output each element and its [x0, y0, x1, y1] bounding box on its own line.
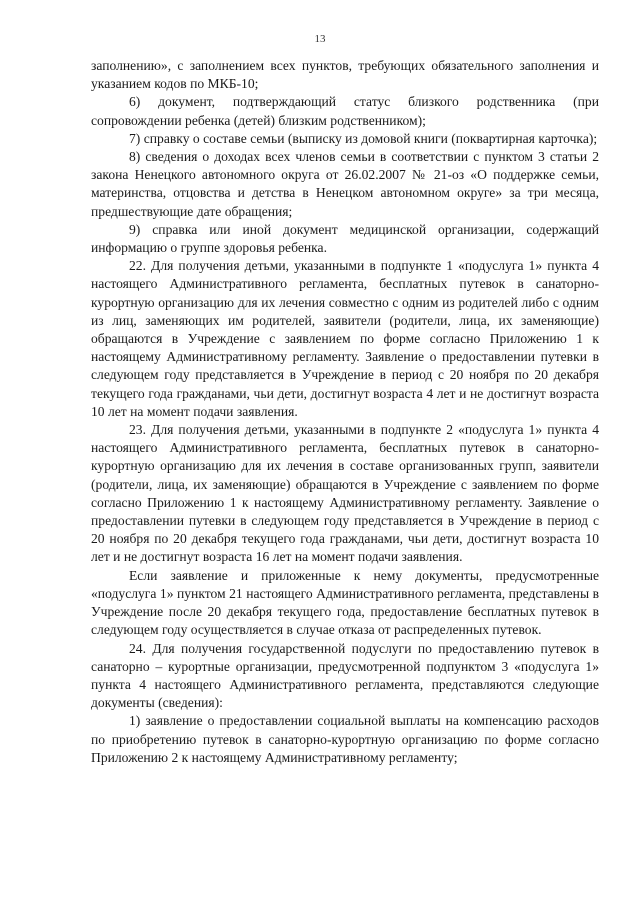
paragraph-item-9: 9) справка или иной документ медицинской организации, содержащий информацию о группе здоровья ребенка.	[91, 221, 599, 256]
paragraph-item-1: 1) заявление о предоставлении социальной выплаты на компенсацию расходов по приобретению путевок в санаторно-курортную организацию по форме согласно Приложению 2 к настоящему Административному регламенту;	[91, 713, 599, 765]
paragraph-clause-22: 22. Для получения детьми, указанными в подпункте 1 «подуслуга 1» пункта 4 настоящего Административного регламента, бесплатных путевок в санаторно-курортную организацию для их лечения совместно с одним из родителей либо с одним из лиц, заменяющих им родителей, заявители (родители, лица, их заменяющие) обращаются в Учреждение с заявлением по форме согласно Приложению 1 к настоящему Административному регламенту. Заявление о предоставлении путевки в следующем году представляется в Учреждение в период с 20 ноября по 20 декабря текущего года гражданами, чьи дети, достигнут возраста 4 лет и не достигнут возраста 10 лет на момент подачи заявления.	[91, 258, 599, 419]
paragraph-clause-23: 23. Для получения детьми, указанными в подпункте 2 «подуслуга 1» пункта 4 настоящего Административного регламента, бесплатных путевок в санаторно-курортную организацию для их лечения в составе организованных групп, заявители (родители, лица, их заменяющие) обращаются в Учреждение с заявлением по форме согласно Приложению 1 к настоящему Административному регламенту. Заявление о предоставлении путевки в следующем году представляется в Учреждение в период с 20 ноября по 20 декабря текущего года гражданами, чьи дети, достигнут возраста 10 лет и не достигнут возраста 16 лет на момент подачи заявления.	[91, 422, 599, 565]
paragraph-continuation: заполнению», с заполнением всех пунктов, требующих обязательного заполнения и указанием кодов по МКБ-10;	[91, 58, 599, 92]
page-number: 13	[314, 33, 326, 45]
paragraph-clause-24: 24. Для получения государственной подуслуги по предоставлению путевок в санаторно – курортные организации, предусмотренной подпунктом 3 «подуслуга 1» пункта 4 настоящего Административного регламента, представляются следующие документы (сведения):	[91, 640, 599, 711]
paragraph-item-7: 7) справку о составе семьи (выписку из домовой книги (поквартирная карточка);	[129, 130, 598, 146]
document-body	[91, 57, 599, 767]
paragraph-late-application: Если заявление и приложенные к нему документы, предусмотренные «подуслуга 1» пунктом 21 настоящего Административного регламента, представлены в Учреждение после 20 декабря текущего года, предоставление бесплатных путевок в следующем году осуществляется в случае отказа от распределенных путевок.	[91, 567, 599, 638]
paragraph-item-8: 8) сведения о доходах всех членов семьи в соответствии с пунктом 3 статьи 2 закона Ненецкого автономного округа от 26.02.2007 № 21-оз «О поддержке семьи, материнства, отцовства и детства в Ненецком автономном округе» за три месяца, предшествующие дате обращения;	[91, 149, 599, 219]
paragraph-item-6: 6) документ, подтверждающий статус близкого родственника (при сопровождении ребенка (детей) близким родственником);	[91, 94, 599, 128]
